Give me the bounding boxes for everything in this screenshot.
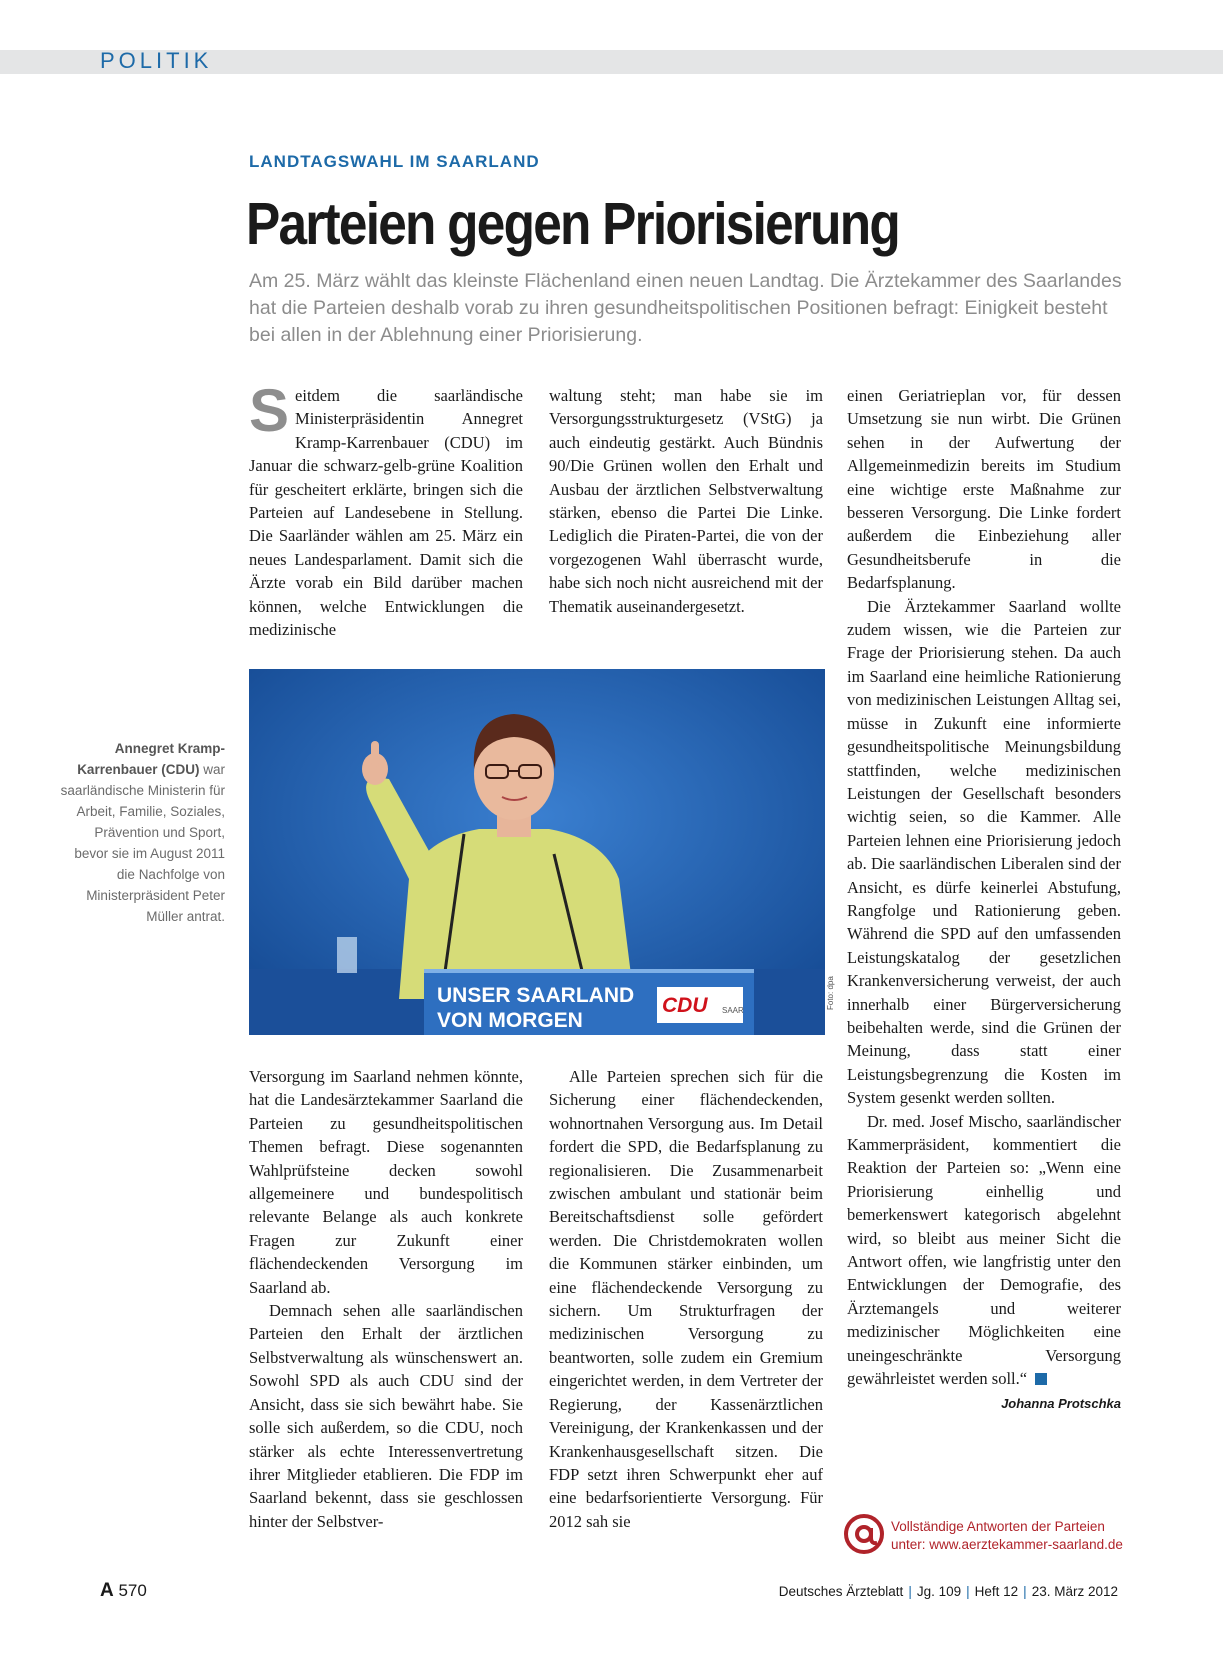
at-sign-icon <box>843 1513 885 1555</box>
info-line2: unter: www.aerztekammer-saarland.de <box>891 1537 1123 1552</box>
body-text: eitdem die saarländische Ministerpräsidentin Annegret Kramp-Karrenbauer (CDU) im Januar die schwarz-gelb-grüne Koalition für gescheitert erklärte, bringen sich die Parteien auf Landesebene in Stellung. Die Saarländer wählen am 25. März ein neues Landesparlament. Damit sich die Ärzte vorab ein Bild darüber machen können, welche Entwicklungen die medizinische <box>249 386 523 640</box>
journal-info <box>779 1584 1118 1599</box>
separator: | <box>966 1584 970 1599</box>
body-text: Versorgung im Saarland nehmen könnte, hat die Landesärztekammer Saarland die Parteien zu gesundheitspolitischen Themen befragt. Diese sogenannten Wahlprüfsteine decken sowohl allgemeinere und bundespolitisch relevante Belange als auch konkrete Fragen zur Zukunft einer flächendeckenden Versorgung im Saarland ab. <box>249 1067 523 1297</box>
body-text: Demnach sehen alle saarländischen Parteien den Erhalt der ärztlichen Selbstverwaltung als wünschenswert an. Sowohl SPD als auch CDU sind der Ansicht, dass sie sich bewährt habe. Sie solle sich außerdem, so die CDU, noch stärker als echte Interessenvertretung ihrer Mitglieder etablieren. Die FDP im Saarland bekennt, dass sie geschlossen hinter der Selbstver- <box>249 1301 523 1531</box>
page-letter: A <box>100 1580 114 1601</box>
info-box <box>843 1513 1133 1560</box>
body-text: Alle Parteien sprechen sich für die Sicherung einer flächendeckenden, wohnortnahen Versorgung aus. Im Detail fordert die SPD, die Bedarfsplanung zu regionalisieren. Die Zusammenarbeit zwischen ambulant und stationär beim Bereitschaftsdienst solle gefördert werden. Die Christdemokraten wollen die Kommunen stärker einbinden, um eine flächendeckende Versorgung zu sichern. Um Strukturfragen der medizinischen Versorgung zu beantworten, solle zudem ein Gremium eingerichtet werden, in dem Vertreter der Regierung, der Kassenärztlichen Vereinigung, der Krankenkassen und der Krankenhausgesellschaft sitzen. Die FDP setzt ihren Schwerpunkt eher auf eine bedarfsorientierte Versorgung. Für 2012 sah sie <box>549 1067 823 1531</box>
lead-paragraph: Am 25. März wählt das kleinste Flächenland einen neuen Landtag. Die Ärztekammer des Saarlandes hat die Parteien deshalb vorab zu ihren gesundheitspolitischen Positionen befragt: Einigkeit besteht bei allen in der Ablehnung einer Priorisierung. <box>249 270 1122 346</box>
page-number-value: 570 <box>118 1581 147 1600</box>
column-1-bottom <box>249 1065 523 1533</box>
journal-issue: Heft 12 <box>974 1584 1019 1599</box>
column-2-top <box>549 384 823 618</box>
column-1-top <box>249 377 523 641</box>
journal-date: 23. März 2012 <box>1031 1584 1118 1599</box>
separator: | <box>1023 1584 1027 1599</box>
end-mark-icon <box>1035 1373 1047 1385</box>
body-text: Die Ärztekammer Saarland wollte zudem wissen, wie die Parteien zur Frage der Priorisierung stehen. Da auch im Saarland eine heimliche Rationierung von medizinischen Leistungen Alltag sei, müsse in Zukunft eine informierte gesundheitspolitische Meinungsbildung stattfinden, welche medizinischen Leistungen der Gesellschaft besonders wichtig seien, so die Kammer. Alle Parteien lehnen eine Priorisierung jedoch ab. Die saarländischen Liberalen sind der Ansicht, es dürfe keinerlei Abstufung, Rangfolge und Rationierung geben. Während die SPD auf den umfassenden Leistungskatalog der gesetzlichen Krankenversicherung verweist, der auch innerhalb einer Bürgerversicherung beibehalten werde, sind die Grünen der Meinung, dass statt einer Leistungsbegrenzung die Kosten im System gesenkt werden sollten. <box>847 596 1121 1108</box>
cdu-logo-sub: SAAR <box>722 1006 744 1015</box>
body-text: Dr. med. Josef Mischo, saarländischer Kammerpräsident, kommentiert die Reaktion der Parteien so: „Wenn eine Priorisierung einhellig und bemerkenswert kategorisch abgelehnt wird, so bleibt aus meiner Sicht die Antwort offen, wie langfristig unter den Entwicklungen der Demografie, des Ärztemangels und weiterer medizinischer Möglichkeiten eine uneingeschränkte Versorgung gewährleistet werden soll.“ <box>847 1111 1121 1389</box>
podium-slogan-line2: VON MORGEN <box>437 1009 583 1032</box>
body-text: einen Geriatrieplan vor, für dessen Umsetzung sie nun wirbt. Die Grünen sehen in der Aufwertung der Allgemeinmedizin bereits im Studium eine wichtige erste Maßnahme zur besseren Versorgung. Die Linke fordert außerdem die Einbeziehung aller Gesundheitsberufe in die Bedarfsplanung. <box>847 386 1121 593</box>
cdu-logo: CDU <box>662 994 708 1017</box>
author: Johanna Protschka <box>1001 1396 1121 1412</box>
section-label: POLITIK <box>100 48 213 73</box>
podium-slogan-line1: UNSER SAARLAND <box>437 984 635 1007</box>
separator: | <box>908 1584 912 1599</box>
caption-name: Annegret Kramp-Karrenbauer (CDU) <box>77 741 225 777</box>
column-2-bottom <box>549 1065 823 1533</box>
headline: Parteien gegen Priorisierung <box>246 191 899 257</box>
caption-text: war saarländische Ministerin für Arbeit, Familie, Soziales, Prävention und Sport, bevor sie im August 2011 die Nachfolge von Ministerpräsident Peter Müller antrat. <box>60 762 225 924</box>
body-text: waltung steht; man habe sie im Versorgungsstrukturgesetz (VStG) ja auch eindeutig gestärkt. Auch Bündnis 90/Die Grünen wollen den Erhalt und Ausbau der ärztlichen Selbstverwaltung stärken, ebenso die Partei Die Linke. Lediglich die Piraten-Partei, die von der vorgezogenen Wahl überrascht wurde, habe sich noch nicht ausreichend mit der Thematik auseinandergesetzt. <box>549 386 823 616</box>
photo-caption <box>60 738 225 927</box>
kicker: LANDTAGSWAHL IM SAARLAND <box>249 152 540 171</box>
info-line1: Vollständige Antworten der Parteien <box>891 1519 1105 1534</box>
drop-cap: S <box>249 377 290 444</box>
column-3 <box>847 384 1121 1416</box>
page-number <box>100 1580 147 1602</box>
journal-name: Deutsches Ärzteblatt <box>778 1584 904 1599</box>
article-photo <box>249 669 825 1035</box>
journal-volume: Jg. 109 <box>916 1584 962 1599</box>
info-link[interactable] <box>891 1518 1141 1554</box>
photo-credit: Foto: dpa <box>826 976 835 1010</box>
speaker-photo <box>249 669 825 1035</box>
